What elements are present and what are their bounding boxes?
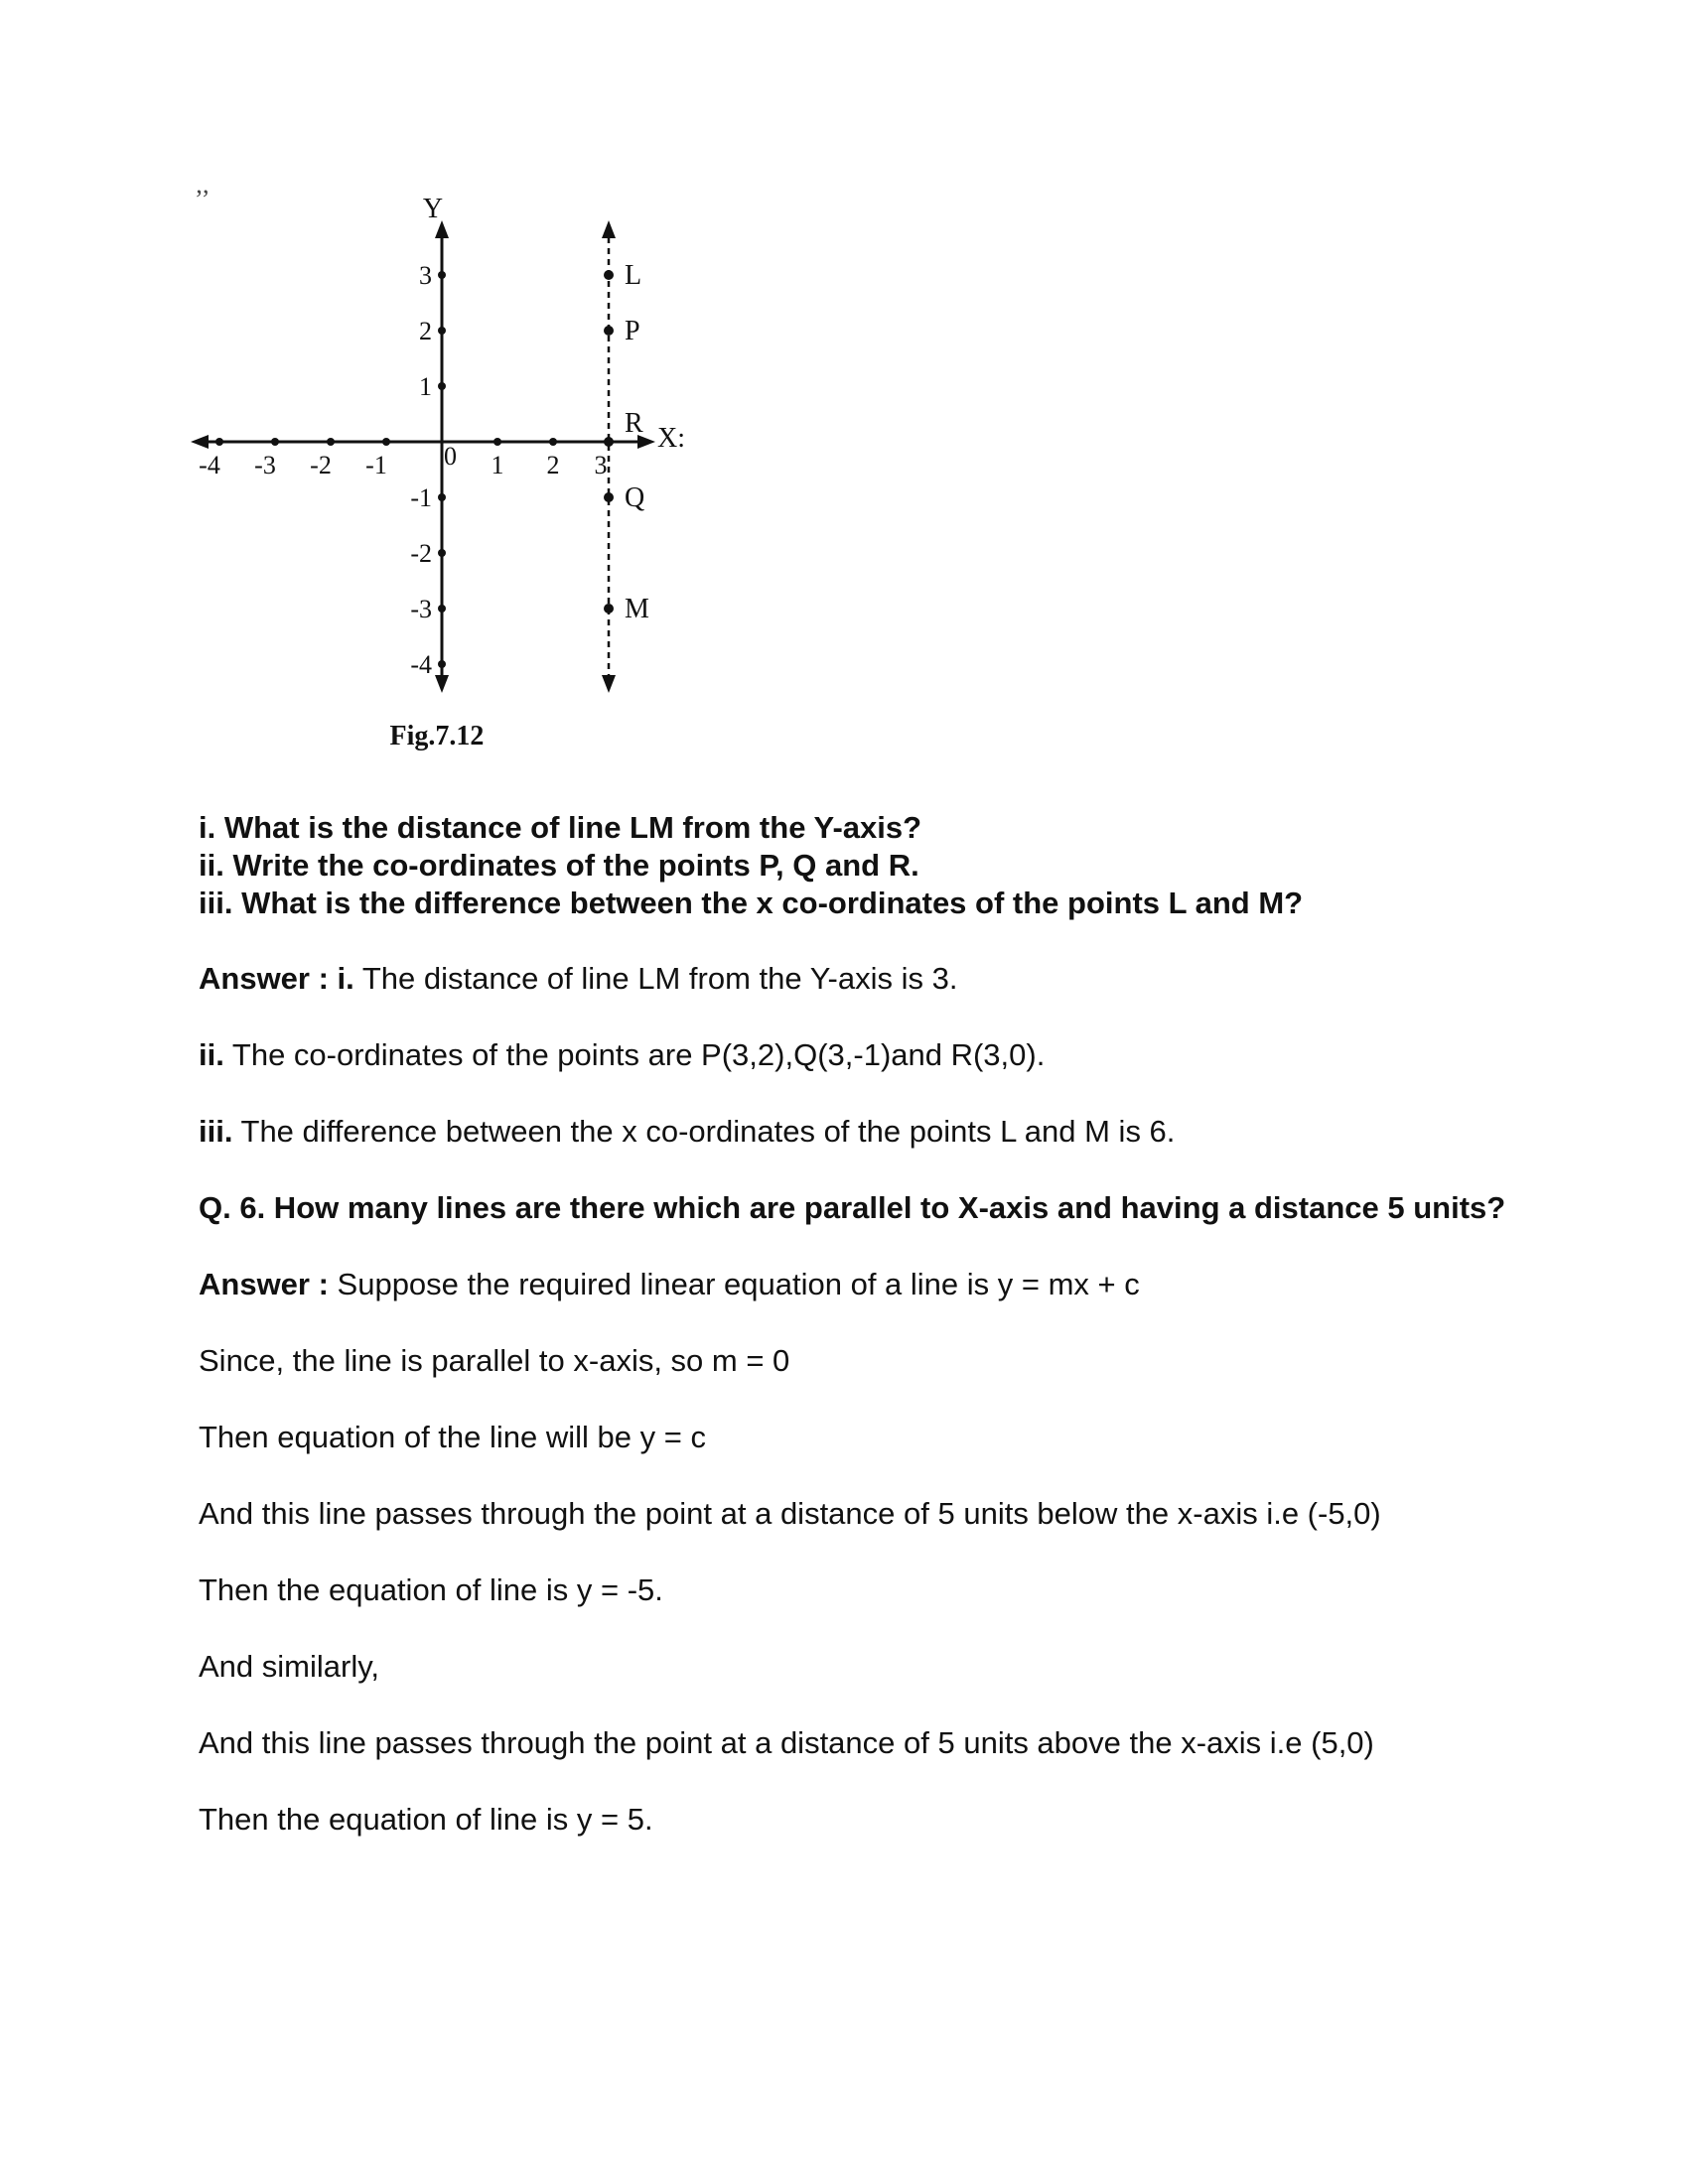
y-tick-label: -1 <box>410 483 432 512</box>
y-tick-label: -3 <box>410 595 432 623</box>
solution-line-3: And this line passes through the point at a distance of 5 units below the x-axis i.e (-5,0) <box>199 1496 1381 1531</box>
point-label-q: Q <box>625 482 645 513</box>
point-q <box>604 492 614 502</box>
point-label-r: R <box>625 408 643 439</box>
answer-iii-lead: iii. <box>199 1114 233 1149</box>
point-l <box>604 270 614 280</box>
questions-block <box>199 809 1509 922</box>
x-tick-dot <box>271 438 279 446</box>
question-iii: iii. What is the difference between the x co-ordinates of the points L and M? <box>199 886 1304 920</box>
x-tick-label: -3 <box>254 451 276 479</box>
answer-iii-text: The difference between the x co-ordinates of the points L and M is 6. <box>232 1114 1176 1149</box>
point-label-l: L <box>625 260 642 291</box>
solution-line-2: Then equation of the line will be y = c <box>199 1420 706 1454</box>
x-tick-dot <box>493 438 501 446</box>
x-tick-dot <box>549 438 557 446</box>
y-tick-label: 1 <box>419 372 432 401</box>
y-tick-label: -4 <box>410 650 432 679</box>
solution-line-5: And similarly, <box>199 1649 380 1684</box>
answer-i-text: The distance of line LM from the Y-axis is 3. <box>353 961 958 996</box>
y-tick-label: -2 <box>410 539 432 568</box>
question-6 <box>199 1189 1509 1227</box>
answer-ii-lead: ii. <box>199 1037 224 1072</box>
y-tick-dot <box>438 382 446 390</box>
x-tick-label: 2 <box>546 451 560 479</box>
figure-ticks <box>199 261 607 679</box>
question-i: i. What is the distance of line LM from the Y-axis? <box>199 810 922 845</box>
y-tick-label: 2 <box>419 317 432 345</box>
y-tick-dot <box>438 493 446 501</box>
point-label-m: M <box>625 594 649 624</box>
point-p <box>604 326 614 336</box>
solution-line-1: Since, the line is parallel to x-axis, so m = 0 <box>199 1343 790 1378</box>
answer-6-lead: Answer : <box>199 1267 329 1301</box>
figure-caption: Fig.7.12 <box>389 721 485 751</box>
x-tick-label: -2 <box>310 451 332 479</box>
line-lm-arrow-up <box>602 220 616 238</box>
origin-label: 0 <box>444 442 457 471</box>
answer-ii-text: The co-ordinates of the points are P(3,2),Q(3,-1)and R(3,0). <box>223 1037 1046 1072</box>
answer-6-text: Suppose the required linear equation of a line is y = mx + c <box>328 1267 1140 1301</box>
y-tick-dot <box>438 605 446 613</box>
point-label-p: P <box>625 316 640 346</box>
solution-line-4: Then the equation of line is y = -5. <box>199 1572 663 1607</box>
answer-6 <box>199 1266 1509 1303</box>
y-tick-dot <box>438 549 446 557</box>
solution-line-7: Then the equation of line is y = 5. <box>199 1802 653 1837</box>
x-axis-arrow-left <box>191 435 209 449</box>
x-tick-dot <box>327 438 335 446</box>
y-tick-dot <box>438 660 446 668</box>
x-tick-dot <box>382 438 390 446</box>
answer-i <box>199 960 1509 998</box>
y-tick-dot <box>438 327 446 335</box>
y-tick-dot <box>438 271 446 279</box>
y-axis-label: Y <box>422 194 444 224</box>
x-tick-label: 3 <box>594 451 608 479</box>
y-axis-arrow-down <box>435 675 449 693</box>
solution-line-6: And this line passes through the point at a distance of 5 units above the x-axis i.e (5,0) <box>199 1725 1374 1760</box>
question-ii: ii. Write the co-ordinates of the points P, Q and R. <box>199 848 919 883</box>
point-m <box>604 604 614 614</box>
document-body <box>199 809 1509 1877</box>
stray-mark: ’’ <box>195 185 211 213</box>
point-r <box>604 437 614 447</box>
x-tick-label: 1 <box>491 451 504 479</box>
line-lm-arrow-down <box>602 675 616 693</box>
answer-iii <box>199 1113 1509 1151</box>
question-6-text: Q. 6. How many lines are there which are parallel to X-axis and having a distance 5 units? <box>199 1190 1506 1225</box>
y-tick-label: 3 <box>419 261 432 290</box>
answer-i-lead: Answer : i. <box>199 961 354 996</box>
coordinate-figure <box>189 189 705 764</box>
x-tick-dot <box>215 438 223 446</box>
x-tick-label: -1 <box>365 451 387 479</box>
x-axis-label: X: <box>657 423 685 454</box>
answer-ii <box>199 1036 1509 1074</box>
x-tick-label: -4 <box>199 451 220 479</box>
